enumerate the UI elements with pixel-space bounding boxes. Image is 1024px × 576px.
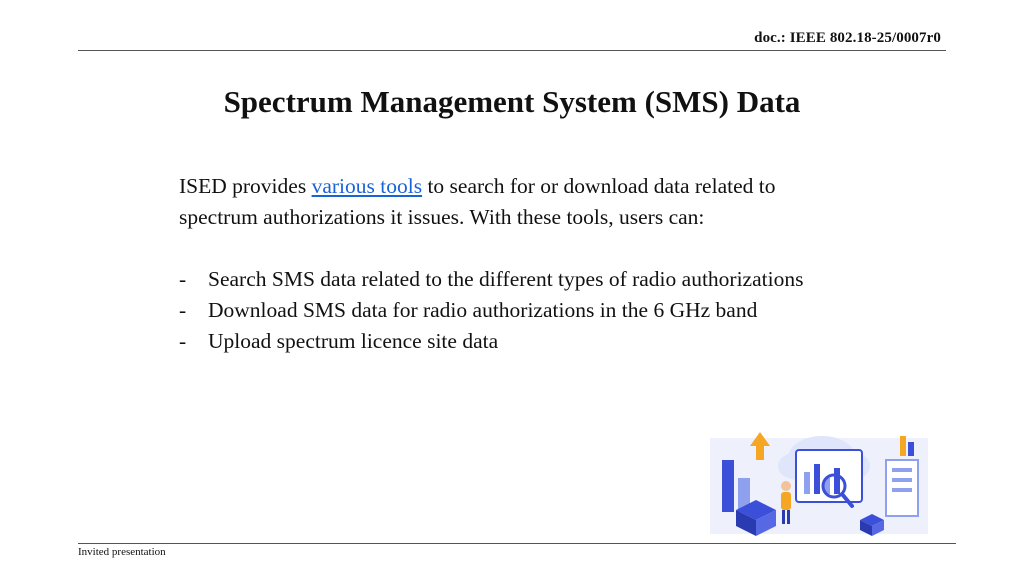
list-item-text: Upload spectrum licence site data xyxy=(208,329,499,353)
bullet-dash: - xyxy=(179,298,187,322)
list-item-text: Search SMS data related to the different types of radio authorizations xyxy=(208,267,804,291)
bullet-dash: - xyxy=(179,329,187,353)
document-id: doc.: IEEE 802.18-25/0007r0 xyxy=(754,30,941,46)
various-tools-link[interactable]: various tools xyxy=(311,174,423,198)
list-item xyxy=(179,295,829,326)
list-item xyxy=(179,326,829,357)
bullet-dash: - xyxy=(179,267,187,291)
intro-text-start: ISED provides xyxy=(179,174,312,198)
data-analytics-illustration xyxy=(710,420,930,538)
footer-label: Invited presentation xyxy=(78,546,166,558)
slide-body xyxy=(179,171,829,357)
intro-text-end: to search for or download data related to spectrum authorizations it issues. With these tools, users can: xyxy=(179,174,776,229)
header-divider xyxy=(78,50,946,51)
capabilities-list xyxy=(179,264,829,357)
list-item-text: Download SMS data for radio authorizations in the 6 GHz band xyxy=(208,298,758,322)
slide-title: Spectrum Management System (SMS) Data xyxy=(223,84,801,119)
intro-paragraph xyxy=(179,171,829,233)
list-item xyxy=(179,264,829,295)
footer-divider xyxy=(78,543,956,544)
